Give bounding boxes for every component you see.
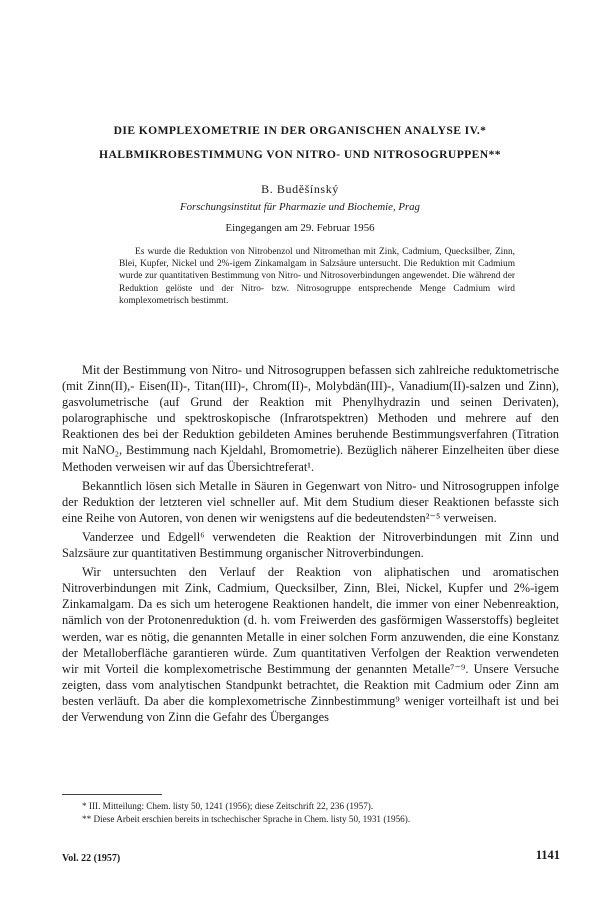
article-title-line-2: HALBMIKROBESTIMMUNG VON NITRO- UND NITROSOGRUPPEN** <box>99 148 501 161</box>
abstract: Es wurde die Reduktion von Nitrobenzol und Nitromethan mit Zink, Cadmium, Quecksilber, Zinn, Blei, Kupfer, Nickel und 2%-igem Zinkamalgam in Salzsäure untersucht. Die Reduktion mit Cadmium wurde zur quantitativen Bestimmung von Nitro- und Nitrosoverbindungen angewendet. Die während der Reduktion gelöste und der Nitro- bzw. Nitrosogruppe entsprechende Menge Cadmium wird komplexometrisch bestimmt. <box>119 247 515 306</box>
paragraph-4: Wir untersuchten den Verlauf der Reaktion von aliphatischen und aromatischen Nitroverbindungen mit Zink, Cadmium, Quecksilber, Zinn, Blei, Nickel, Kupfer und 2%-igem Zinkamalgam. Da es sich um heterogene Reaktionen handelt, die immer von einer Nebenreaktion, nämlich von der Protonenreduktion (d. h. vom Freiwerden des gasförmigen Wasserstoffs) begleitet werden, war es nötig, die genannten Metalle in einer solchen Form anzuwenden, die eine Konstanz der Metalloberfläche garantieren würde. Zum quantitativen Verfolgen der Reaktion verwendeten wir mit Vorteil die komplexometrische Bestimmung der genannten Metalle⁷⁻⁹. Unsere Versuche zeigten, dass vom analytischen Standpunkt betrachtet, die Reaktion mit Cadmium oder Zinn am besten verläuft. Da aber die komplexometrische Zinnbestimmung⁹ weniger vorteilhaft ist und bei der Verwendung von Zinn die Gefahr des Überganges <box>62 565 559 724</box>
footnote-2: ** Diese Arbeit erschien bereits in tschechischer Sprache in Chem. listy 50, 1931 (1956). <box>82 813 411 824</box>
footnotes <box>82 800 562 825</box>
author-affiliation: Forschungsinstitut für Pharmazie und Biochemie, Prag <box>180 201 420 213</box>
body-text <box>62 362 559 728</box>
paragraph-1: Mit der Bestimmung von Nitro- und Nitrosogruppen befassen sich zahlreiche reduktometrische (mit Zinn(II),- Eisen(II)-, Titan(III)-, Chrom(II)-, Molybdän(III)-, Vanadium(II)-salzen und Zinn), gasvolumetrische (auf Grund der Reaktion mit Phenylhydrazin und seinen Derivaten), polarographische und spektroskopische (Infrarotspektren) Methoden und mehrere auf den Reaktionen des bei der Reduktion gebildeten Amines beruhende Bestimmungsverfahren (Titration mit NaNO₂, Bestimmung nach Kjeldahl, Bromometrie). Bezüglich näherer Einzelheiten über diese Methoden verweisen wir auf das Übersichtreferat¹. <box>62 363 559 474</box>
footnote-1: * III. Mitteilung: Chem. listy 50, 1241 (1956); diese Zeitschrift 22, 236 (1957). <box>82 801 374 811</box>
footnote-divider <box>62 794 162 795</box>
page-number: 1141 <box>535 848 560 862</box>
paragraph-3: Vanderzee und Edgell⁶ verwendeten die Reaktion der Nitroverbindungen mit Zinn und Salzsäure zur quantitativen Bestimmung organischer Nitroverbindungen. <box>62 529 559 561</box>
article-title-line-1: DIE KOMPLEXOMETRIE IN DER ORGANISCHEN ANALYSE IV.* <box>113 124 487 137</box>
author-name: B. Budĕšínský <box>261 182 339 196</box>
received-date: Eingegangen am 29. Februar 1956 <box>225 222 375 234</box>
volume-info: Vol. 22 (1957) <box>62 853 121 864</box>
paragraph-2: Bekanntlich lösen sich Metalle in Säuren in Gegenwart von Nitro- und Nitrosogruppen infolge der Reduktion der letzteren viel schneller auf. Mit dem Studium dieser Reaktionen befasste sich eine Reihe von Autoren, von denen wir wenigstens auf die bedeutendsten²⁻⁵ verweisen. <box>62 478 559 525</box>
